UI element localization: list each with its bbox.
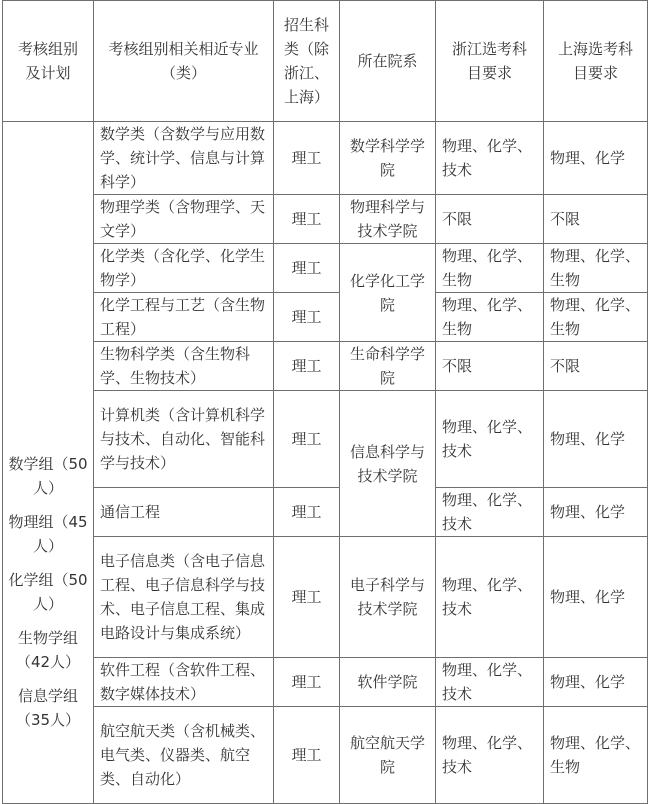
category-cell: 理工 <box>274 537 340 658</box>
table-row <box>3 293 648 342</box>
zhejiang-cell: 物理、化学、技术 <box>436 488 544 537</box>
shanghai-cell: 物理、化学、生物 <box>544 293 648 342</box>
group-chemistry: 化学组（50人） <box>8 571 88 613</box>
header-zhejiang: 浙江选考科目要求 <box>436 1 544 122</box>
major-cell: 电子信息类（含电子信息工程、电子信息科学与技术、电子信息工程、集成电路设计与集成系统） <box>94 537 274 658</box>
category-cell: 理工 <box>274 293 340 342</box>
zhejiang-cell: 物理、化学、技术 <box>436 391 544 488</box>
group-informatics: 信息学组（35人） <box>15 687 81 729</box>
shanghai-cell: 物理、化学、生物 <box>544 244 648 293</box>
school-cell: 航空航天学院 <box>340 707 436 804</box>
zhejiang-cell: 物理、化学、技术 <box>436 122 544 195</box>
shanghai-cell: 物理、化学 <box>544 122 648 195</box>
header-school: 所在院系 <box>340 1 436 122</box>
header-category: 招生科类（除浙江、上海） <box>274 1 340 122</box>
table-row <box>3 391 648 488</box>
header-group: 考核组别及计划 <box>3 1 94 122</box>
school-cell: 生命科学学院 <box>340 342 436 391</box>
major-cell: 通信工程 <box>94 488 274 537</box>
zhejiang-cell: 物理、化学、生物 <box>436 293 544 342</box>
category-cell: 理工 <box>274 342 340 391</box>
major-cell: 计算机类（含计算机科学与技术、自动化、智能科学与技术） <box>94 391 274 488</box>
major-cell: 化学工程与工艺（含生物工程） <box>94 293 274 342</box>
group-math: 数学组（50人） <box>8 455 88 497</box>
shanghai-cell: 物理、化学 <box>544 537 648 658</box>
zhejiang-cell: 不限 <box>436 195 544 244</box>
admission-table <box>2 0 648 804</box>
major-cell: 数学类（含数学与应用数学、统计学、信息与计算科学） <box>94 122 274 195</box>
group-list-cell <box>3 122 94 804</box>
school-cell: 软件学院 <box>340 658 436 707</box>
major-cell: 软件工程（含软件工程、数字媒体技术） <box>94 658 274 707</box>
major-cell: 生物科学类（含生物科学、生物技术） <box>94 342 274 391</box>
school-cell: 物理科学与技术学院 <box>340 195 436 244</box>
category-cell: 理工 <box>274 122 340 195</box>
table-row <box>3 488 648 537</box>
zhejiang-cell: 物理、化学、技术 <box>436 707 544 804</box>
major-cell: 物理学类（含物理学、天文学） <box>94 195 274 244</box>
shanghai-cell: 不限 <box>544 195 648 244</box>
category-cell: 理工 <box>274 391 340 488</box>
shanghai-cell: 物理、化学 <box>544 658 648 707</box>
table-row <box>3 195 648 244</box>
shanghai-cell: 物理、化学 <box>544 488 648 537</box>
group-physics: 物理组（45人） <box>8 513 88 555</box>
zhejiang-cell: 物理、化学、技术 <box>436 658 544 707</box>
header-shanghai: 上海选考科目要求 <box>544 1 648 122</box>
category-cell: 理工 <box>274 707 340 804</box>
header-row <box>3 1 648 122</box>
shanghai-cell: 物理、化学 <box>544 391 648 488</box>
shanghai-cell: 不限 <box>544 342 648 391</box>
group-biology: 生物学组（42人） <box>15 629 81 671</box>
table-row <box>3 122 648 195</box>
table-row <box>3 537 648 658</box>
school-cell: 数学科学学院 <box>340 122 436 195</box>
table-row <box>3 244 648 293</box>
category-cell: 理工 <box>274 658 340 707</box>
major-cell: 化学类（含化学、化学生物学） <box>94 244 274 293</box>
major-cell: 航空航天类（含机械类、电气类、仪器类、航空类、自动化） <box>94 707 274 804</box>
table-row <box>3 342 648 391</box>
zhejiang-cell: 不限 <box>436 342 544 391</box>
school-cell: 电子科学与技术学院 <box>340 537 436 658</box>
category-cell: 理工 <box>274 195 340 244</box>
table-row <box>3 707 648 804</box>
school-cell: 信息科学与技术学院 <box>340 391 436 537</box>
category-cell: 理工 <box>274 488 340 537</box>
category-cell: 理工 <box>274 244 340 293</box>
header-majors: 考核组别相关相近专业（类） <box>94 1 274 122</box>
school-cell: 化学化工学院 <box>340 244 436 342</box>
table-row <box>3 658 648 707</box>
zhejiang-cell: 物理、化学、技术 <box>436 537 544 658</box>
shanghai-cell: 物理、化学、生物 <box>544 707 648 804</box>
zhejiang-cell: 物理、化学、生物 <box>436 244 544 293</box>
